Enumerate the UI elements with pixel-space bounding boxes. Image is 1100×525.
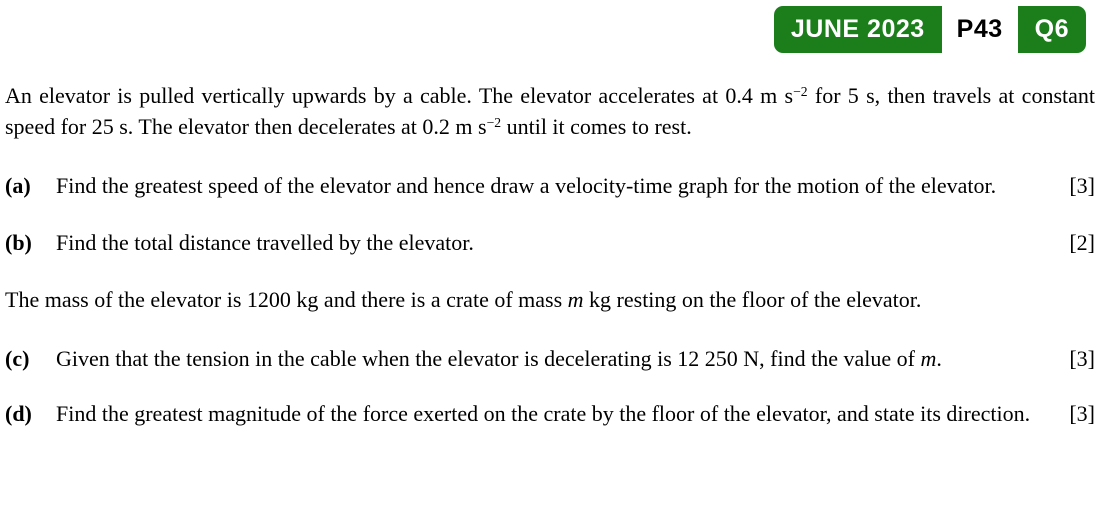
question-badge (774, 6, 1086, 53)
part-label: (a) (5, 173, 31, 198)
variable-m: m (567, 287, 584, 312)
part-text-1: Given that the tension in the cable when the elevator is decelerating is 12 250 N, find the value of (56, 346, 921, 371)
superscript-exponent: −2 (793, 83, 808, 99)
note-text-1: The mass of the elevator is 1200 kg and there is a crate of mass (5, 287, 568, 312)
badge-paper-label: P43 (942, 6, 1018, 53)
question-intro (5, 80, 1095, 142)
header-row (5, 0, 1095, 54)
marks-label: [2] (1069, 230, 1095, 255)
part-text: Find the greatest magnitude of the force exerted on the crate by the floor of the elevator, and state its direction. (56, 401, 1031, 426)
marks-label: [3] (1069, 401, 1095, 426)
superscript-exponent: −2 (486, 114, 502, 130)
part-label: (d) (5, 401, 32, 426)
part-label: (b) (5, 230, 32, 255)
badge-session-label: JUNE 2023 (790, 15, 925, 43)
note-text-2: kg resting on the floor of the elevator. (583, 287, 922, 312)
part-text-2: . (936, 346, 942, 371)
part-text: Find the total distance travelled by the elevator. (56, 230, 474, 255)
marks-label: [3] (1069, 346, 1095, 371)
badge-question-label: Q6 (1034, 15, 1069, 43)
part-a (5, 170, 1095, 201)
intro-text-3: until it comes to rest. (501, 114, 692, 139)
marks-label: [3] (1069, 173, 1095, 198)
intro-text-2: for 5 s, then travels at constant speed for 25 s. The elevator then decelerates at 0.2 m s (5, 83, 1095, 139)
part-label: (c) (5, 346, 30, 371)
variable-m: m (920, 346, 937, 371)
mass-note (5, 284, 1095, 315)
intro-text-1: An elevator is pulled vertically upwards by a cable. The elevator accelerates at 0.4 m s (5, 83, 794, 108)
part-c (5, 343, 1095, 374)
part-d (5, 398, 1095, 429)
part-b (5, 227, 1095, 258)
part-text: Find the greatest speed of the elevator and hence draw a velocity-time graph for the motion of the elevator. (56, 173, 997, 198)
